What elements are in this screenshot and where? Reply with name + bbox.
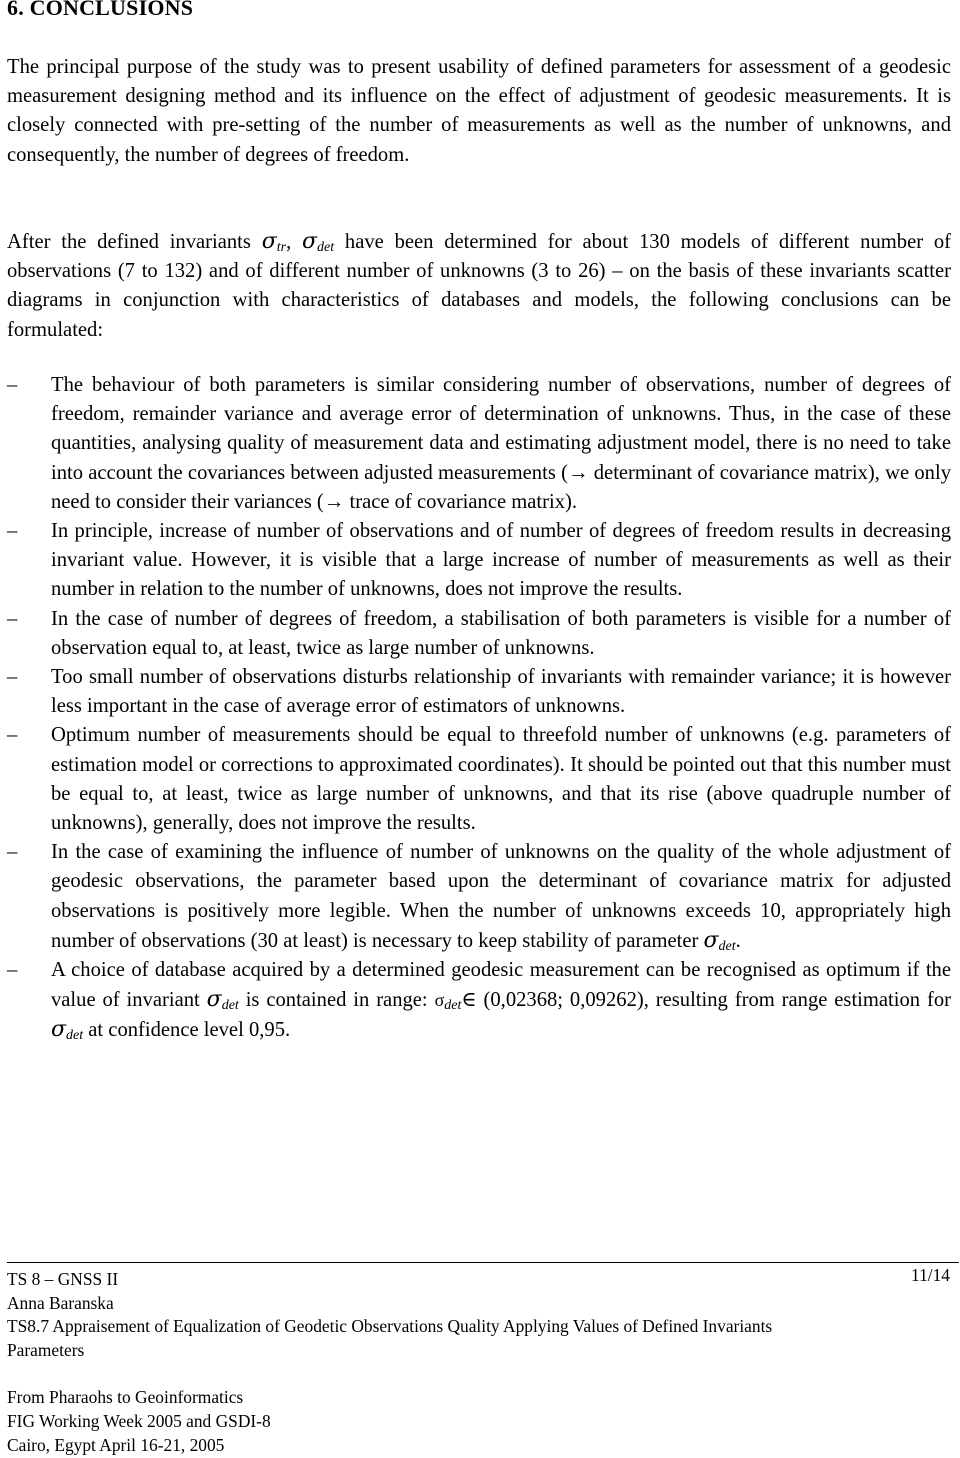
conclusions-list (7, 371, 951, 1046)
comma: , (286, 231, 303, 253)
list-item (7, 517, 951, 605)
list-item-text: at confidence level 0,95. (83, 1019, 291, 1042)
sigma-symbol: σ (434, 990, 445, 1011)
list-item-text: determinant of covariance matrix), we only need to consider their variances ( (51, 461, 951, 513)
sigma-symbol: σ (302, 229, 318, 254)
list-item-text: The behaviour of both parameters is similar considering number of observations, number of degrees of freedom, remainder variance and average error of determination of unknowns. Thus, in the case of these quantities, analysing quality of measurement data and estimating adjustment model, there is no need to take into account the covariances between adjusted measurements ( (51, 374, 951, 484)
list-item (7, 371, 951, 517)
list-item (7, 721, 951, 838)
footer-paper-title: TS8.7 Appraisement of Equalization of Geodetic Observations Quality Applying Values of Defined Invariants (7, 1316, 773, 1336)
element-of-symbol: ∈ (461, 989, 477, 1012)
sigma-symbol: σ (703, 927, 719, 953)
dash-bullet: – (7, 959, 18, 982)
subscript-det: det (317, 240, 335, 255)
list-item-text: Optimum number of measurements should be equal to threefold number of unknowns (e.g. parameters of estimation model or corrections to approximated coordinates). It should be pointed out that this number must be equal to, at least, twice as large number of unknowns, and that its rise (above quadruple number of unknowns), generally, does not improve the results. (51, 724, 951, 835)
footer-conference-location: Cairo, Egypt April 16-21, 2005 (7, 1435, 225, 1455)
dash-bullet: – (7, 607, 18, 630)
paragraph-invariants-text-b: have been determined for about 130 models of different number of observations (7 to 132) and of different number of unknowns (3 to 26) – on the basis of these invariants scatter diagrams in conjunction with characteristics of databases and models, the following conclusions can be formulated: (7, 231, 952, 341)
subscript-det: det (718, 938, 736, 954)
list-item-text: In the case of examining the influence of number of unknowns on the quality of the whole adjustment of geodesic observations, the parameter based upon the determinant of covariance matrix for adjusted observations is positively more legible. When the number of unknowns exceeds 10, appropriately high number of observations (30 at least) is necessary to keep stability of parameter (51, 841, 951, 952)
list-item-text: In principle, increase of number of observations and of number of degrees of freedom results in decreasing invariant value. However, it is visible that a large increase of number of measurements as well as their number in relation to the number of unknowns, does not improve the results. (51, 520, 951, 601)
dash-bullet: – (7, 724, 18, 747)
page-number: 11/14 (911, 1265, 950, 1285)
sigma-symbol: σ (51, 1017, 67, 1043)
sigma-symbol: σ (206, 987, 222, 1013)
sigma-symbol: σ (261, 229, 277, 254)
dash-bullet: – (7, 666, 18, 689)
footer-author: Anna Baranska (7, 1293, 114, 1313)
list-item-text: is contained in range: (238, 989, 435, 1012)
paragraph-purpose: The principal purpose of the study was to present usability of defined parameters for assessment of a geodesic measurement designing method and its influence on the effect of adjustment of geodesic measurements. It is closely connected with pre-setting of the number of measurements as well as the number of unknowns, and consequently, the number of degrees of freedom. (7, 56, 951, 166)
dash-bullet: – (7, 841, 18, 864)
list-item-text: . (735, 929, 741, 952)
subscript-det: det (221, 998, 239, 1014)
footer-session: TS 8 – GNSS II (7, 1269, 119, 1289)
list-item (7, 956, 951, 1046)
footer-divider (7, 1262, 959, 1263)
subscript-det: det (444, 998, 462, 1014)
list-item (7, 605, 951, 663)
section-heading: 6. CONCLUSIONS (7, 0, 194, 20)
paragraph-invariants-text-a: After the defined invariants (7, 231, 262, 253)
list-item-text: A choice of database acquired by a determined geodesic measurement can be recognised as optimum if the value of invariant (51, 959, 951, 1012)
list-item (7, 838, 951, 956)
dash-bullet: – (7, 520, 18, 543)
list-item-text: (0,02368; 0,09262), resulting from range estimation for (476, 989, 951, 1012)
subscript-det: det (66, 1028, 84, 1044)
footer-conference-event: FIG Working Week 2005 and GSDI-8 (7, 1411, 271, 1431)
list-item-text: Too small number of observations disturbs relationship of invariants with remainder variance; it is however less important in the case of average error of estimators of unknowns. (51, 666, 951, 718)
arrow-right-icon: → (567, 461, 589, 484)
footer-conference-title: From Pharaohs to Geoinformatics (7, 1387, 244, 1407)
paragraph-invariants (7, 227, 951, 345)
list-item-text: trace of covariance matrix). (344, 490, 578, 513)
dash-bullet: – (7, 374, 18, 396)
footer-paper-title-cont: Parameters (7, 1340, 85, 1360)
subscript-tr: tr (276, 240, 287, 255)
arrow-right-icon: → (323, 490, 345, 513)
list-item (7, 663, 951, 721)
list-item-text: In the case of number of degrees of freedom, a stabilisation of both parameters is visible for a number of observation equal to, at least, twice as large number of unknowns. (51, 607, 951, 659)
